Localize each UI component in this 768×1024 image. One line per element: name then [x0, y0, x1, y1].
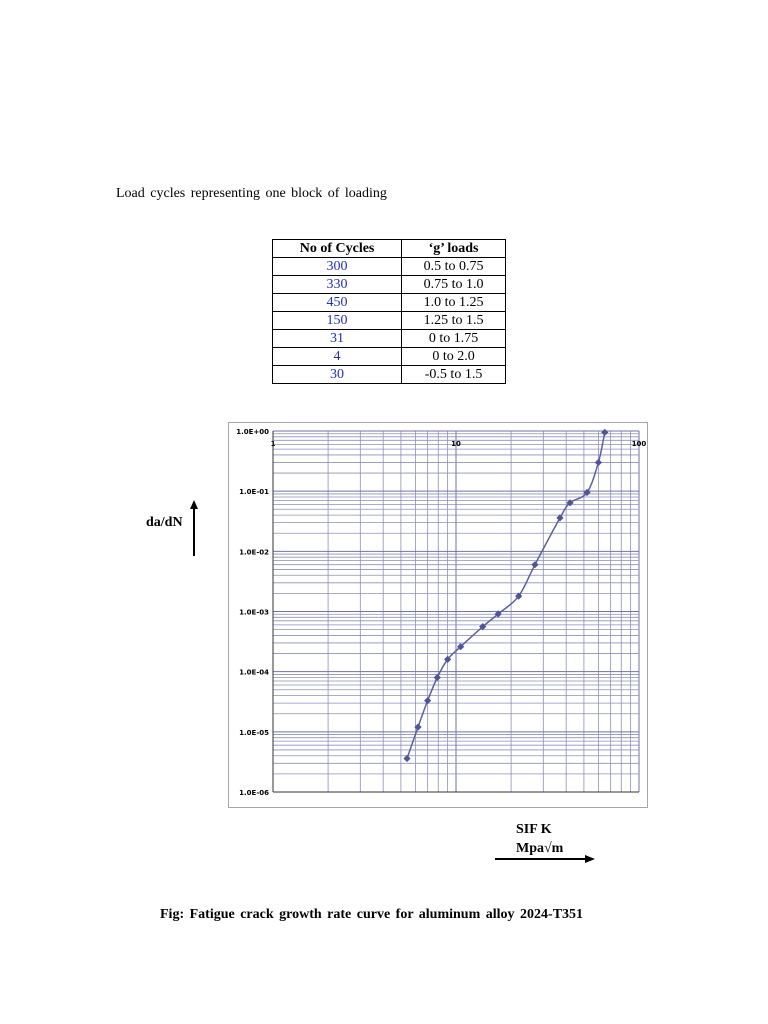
g-load-cell: 1.0 to 1.25 [402, 294, 506, 312]
g-load-cell: 0 to 2.0 [402, 348, 506, 366]
table-header-row [273, 240, 506, 258]
x-axis-unit: Mpa√m [516, 841, 564, 856]
cycles-cell: 4 [273, 348, 402, 366]
data-point-marker [601, 429, 608, 436]
x-axis-label: SIF K [516, 822, 552, 837]
x-tick-label: 10 [451, 440, 461, 448]
data-point-marker [531, 561, 538, 568]
header-no-of-cycles: No of Cycles [273, 240, 402, 258]
data-point-marker [434, 674, 441, 681]
y-tick-label: 1.0E-03 [239, 608, 269, 617]
y-tick-label: 1.0E-05 [239, 728, 269, 737]
cycles-cell: 30 [273, 366, 402, 384]
cycles-cell: 330 [273, 276, 402, 294]
table-row [273, 366, 506, 384]
cycles-cell: 31 [273, 330, 402, 348]
cycles-cell: 300 [273, 258, 402, 276]
y-tick-label: 1.0E-06 [239, 789, 269, 797]
y-tick-label: 1.0E+00 [236, 428, 269, 436]
x-axis-arrow-icon [495, 853, 595, 865]
x-tick-label: 100 [631, 440, 647, 448]
y-axis-arrow-icon [188, 500, 200, 558]
cycles-cell: 150 [273, 312, 402, 330]
g-load-cell: 1.25 to 1.5 [402, 312, 506, 330]
cycles-cell: 450 [273, 294, 402, 312]
fatigue-crack-growth-chart [229, 423, 649, 809]
figure-caption: Fig: Fatigue crack growth rate curve for aluminum alloy 2024-T351 [160, 907, 584, 922]
series-line [407, 432, 605, 758]
g-load-cell: 0 to 1.75 [402, 330, 506, 348]
g-load-cell: -0.5 to 1.5 [402, 366, 506, 384]
x-tick-label: 1 [270, 440, 276, 448]
chart-frame [228, 422, 648, 808]
y-tick-label: 1.0E-02 [239, 548, 269, 557]
table-row [273, 258, 506, 276]
y-axis-label: da/dN [146, 515, 183, 530]
y-tick-label: 1.0E-01 [239, 488, 269, 497]
load-cycles-table [272, 239, 506, 384]
g-load-cell: 0.5 to 0.75 [402, 258, 506, 276]
table-row [273, 276, 506, 294]
table-row [273, 312, 506, 330]
y-tick-label: 1.0E-04 [239, 668, 269, 677]
header-g-loads: ‘g’ loads [402, 240, 506, 258]
intro-text: Load cycles representing one block of loading [116, 186, 387, 201]
g-load-cell: 0.75 to 1.0 [402, 276, 506, 294]
data-point-marker [595, 459, 602, 466]
table-row [273, 294, 506, 312]
table-row [273, 348, 506, 366]
table-row [273, 330, 506, 348]
